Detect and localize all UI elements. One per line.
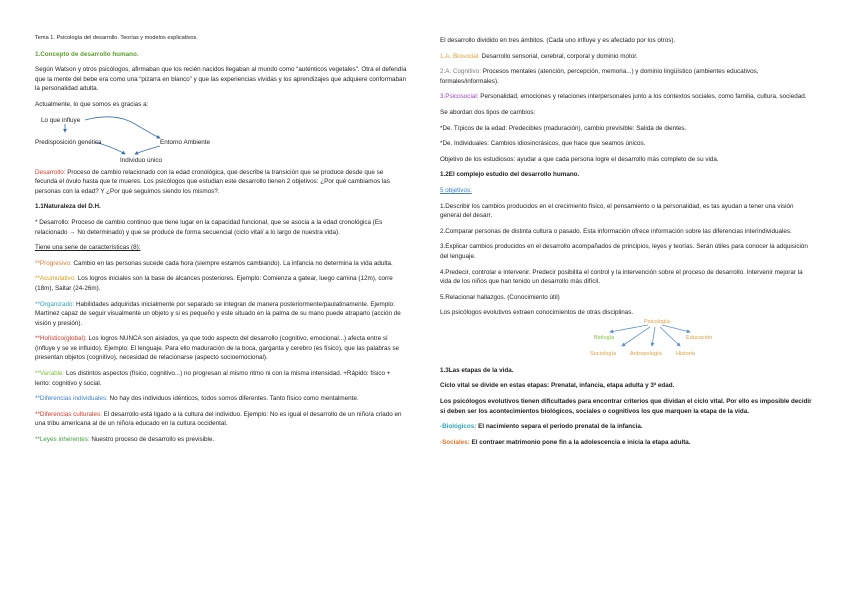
item-label: **Leyes inherentes: <box>35 436 90 444</box>
list-item <box>35 369 407 388</box>
right-page <box>440 36 815 447</box>
stage-text: El nacimiento separa el periodo prenatal de la infancia. <box>476 423 643 431</box>
paragraph: Los psicólogos evolutivos extraen conocimientos de otras disciplinas. <box>440 309 634 317</box>
domain-text: Personalidad, emociones y relaciones interpersonales junto a los contextos sociales, como familia, cultura, sociedad. <box>478 93 807 101</box>
item-label: **Progresivo: <box>35 259 72 267</box>
diagram-node: Educación <box>686 334 713 341</box>
domain-text: Desarrollo sensorial, cerebral, corporal y dominio motor. <box>479 52 638 60</box>
domain-label: 1.A. Biosocial: <box>440 52 480 60</box>
subsection-title: 1.1Naturaleza del D.H. <box>35 203 101 211</box>
paragraph: Según Watson y otros psicólogos, afirmaban que los recién nacidos llegaban al mundo como “auténticos vegetales”. Otra el defendía que la mente del bebe era como una “pizarra en blanco” y que las experiencias vividas y los aprendizajes que adquiere conformaban la personalidad adulta. <box>35 66 407 93</box>
term-label: Desarrollo: <box>35 168 66 176</box>
domain-text: Procesos mentales (atención, percepción, memoria...) y dominio lingüístico (ambientes educativos, formales/informales). <box>440 68 759 85</box>
objectives-label: 5 objetivos: <box>440 186 472 194</box>
domain-item <box>440 92 815 102</box>
item-label: **Diferencias culturales: <box>35 410 102 418</box>
paragraph: *De. Típicos de la edad: Predecibles (maduración), cambio previsible: Salida de dientes. <box>440 124 687 132</box>
stage-text: El contraer matrimonio pone fin a la adolescencia e inicia la etapa adulta. <box>469 438 691 446</box>
item-label: **Diferencias individuales: <box>35 395 108 403</box>
paragraph: * Desarrollo: Proceso de cambio continúo que tiene lugar en la capacidad funcional, que se asocia a la edad cronológica (Es relacionado → No determinado) y que se produce de forma secuencial (ciclo vital/ a lo largo de nuestra vida). <box>35 218 383 236</box>
list-item <box>35 274 407 293</box>
item-text: No hay dos individuos idénticos, todos somos diferentes. Tanto físico como mentalmente. <box>107 395 359 403</box>
item-label: **Holístico(global): <box>35 335 87 343</box>
diagram-node-center: Psicología <box>644 318 670 325</box>
item-text: Nuestro proceso de desarrollo es previsible. <box>89 436 215 444</box>
list-item <box>35 410 407 429</box>
item-text: Cambio en las personas sucede cada hora (siempre estamos cambiando). La infancia no determina la vida adulta. <box>71 259 393 267</box>
diagram-node: Lo que influye <box>41 116 81 124</box>
paragraph: Se abordan dos tipos de cambios: <box>440 108 536 116</box>
item-text: El desarrollo está ligado a la cultura del individuo. Ejemplo: No es igual el desarrollo de un niño/a criado en una tribu americana al de un niño/a educado en la cultura occidental. <box>35 410 402 428</box>
stage-item <box>440 438 815 448</box>
domain-item <box>440 67 815 86</box>
objective-item: 2.Comparar personas de distinta cultura o pasado. Esta información ofrece información sobre las diferencias interindividuales. <box>440 227 792 235</box>
influence-diagram <box>35 110 407 168</box>
list-item <box>35 435 407 445</box>
subsection-title: 1.3Las etapas de la vida. <box>440 366 514 374</box>
stage-label: -Sociales: <box>440 438 470 446</box>
item-text: Los logros iniciales son la base de alcances posteriores. Ejemplo: Comienza a gatear, luego camina (12m), corre (18m), Saltar (24-26m). <box>35 275 393 292</box>
item-text: Los logros NUNCA son aislados, ya que todo aspecto del desarrollo (cognitivo, emocional...) afecta entre sí (influye y se ve influido). Ejemplo: El lenguaje. Para ello maduración de la boca, garganta y cerebro (es físico), que las palabras se presentan objetos (cognitivo), necesidad de relacionarse (aspecto socioemocional). <box>35 335 400 362</box>
diagram-node: Historia <box>676 350 695 357</box>
item-text: Los distintos aspectos (físico, cognitivo...) no progresan al mismo ritmo ni con la misma intensidad. +Rápido: físico + lento: cognitivo y social. <box>35 370 391 387</box>
stage-label: -Biológicos: <box>440 423 477 431</box>
item-text: Habilidades adquiridas inicialmente por separado se integran de manera posteriormente/paulatinamente. Ejemplo: Martínez capaz de seguir visualmente un objeto y si es pequeño y este situado en la palma de su mano puede atraparlo (acción de visión y presión). <box>35 300 401 327</box>
diagram-node: Individuo único <box>120 156 163 164</box>
diagram-node: Predisposición genética <box>35 138 102 146</box>
section-title: 1.Concepto de desarrollo humano. <box>35 50 139 58</box>
page-header: Tema 1. Psicología del desarrollo. Teorías y modelos explicativos. <box>35 35 198 41</box>
paragraph <box>35 168 407 197</box>
paragraph: Actualmente, lo que somos es gracias a: <box>35 100 149 108</box>
item-label: **Organizado: <box>35 300 75 308</box>
diagram-node: Entorno Ambiente <box>160 138 211 146</box>
paragraph: Ciclo vital se divide en estas etapas: Prenatal, infancia, etapa adulta y 3ª edad. <box>440 382 675 390</box>
objective-item: 5.Relacionar hallazgos. (Conocimiento útil) <box>440 293 560 301</box>
item-label: **Variable: <box>35 370 65 378</box>
paragraph: Los psicólogos evolutivos tienen dificultades para encontrar criterios que dividan el ciclo vital. Por ello es imposible decidir si deben ser los acontecimientos biológicos, sociales o cognitivos los que marquen la etapa de la vida. <box>440 398 812 415</box>
list-item <box>35 300 407 329</box>
diagram-node: Antropología <box>630 350 662 357</box>
paragraph: El desarrollo dividido en tres ámbitos. (Cada uno influye y es afectado por los otros). <box>440 37 676 44</box>
disciplines-diagram <box>590 318 815 360</box>
paragraph: *De. Individuales: Cambios idiosincrásicos, que hace que seamos únicos. <box>440 140 646 148</box>
objective-item: 1.Describir los cambios producidos en el crecimiento físico, el pensamiento o la personalidad, es tas ayudan a tener una visión general del desarr. <box>440 202 794 220</box>
paragraph: Tiene una serie de características (8): <box>35 244 141 252</box>
list-item <box>35 334 407 363</box>
domain-item <box>440 52 815 62</box>
left-page <box>35 34 407 445</box>
objective-item: 3.Explicar cambios producidos en el desarrollo acompañados de principios, leyes y teorías. Serán útiles para conocer la adquisición del lenguaje. <box>440 243 808 260</box>
term-text: Proceso de cambio relacionado con la edad cronológica, que describe la transición que se produce desde que se fecunda el óvulo hasta que te mueres. Los psicólogos que estudian este desarrollo tienen 2 objetivos: ¿Por qué cambiamos las personas con la edad? Y ¿Por qué seguimos siendo los mismos?. <box>35 168 390 195</box>
stage-item <box>440 422 815 432</box>
diagram-node: Sociología <box>590 350 617 357</box>
objective-item: 4.Predecir, controlar e intervenir. Predecir posibilita el control y la intervención sobre el proceso de desarrollo. Intervenir mejorar la vida de los niños que han tenido un desarrollo más difícil. <box>440 268 803 286</box>
list-item <box>35 259 407 269</box>
domain-label: 2.A. Cognitivo: <box>440 68 481 76</box>
domain-label: 3.Psicosocial: <box>440 93 479 101</box>
item-label: **Acumulativo: <box>35 275 76 283</box>
list-item <box>35 394 407 404</box>
diagram-node: Biología <box>594 334 615 341</box>
subsection-title: 1.2El complejo estudio del desarrollo humano. <box>440 171 580 179</box>
paragraph: Objetivo de los estudiosos: ayudar a que cada persona logre el desarrollo más completo de su vida. <box>440 155 719 163</box>
